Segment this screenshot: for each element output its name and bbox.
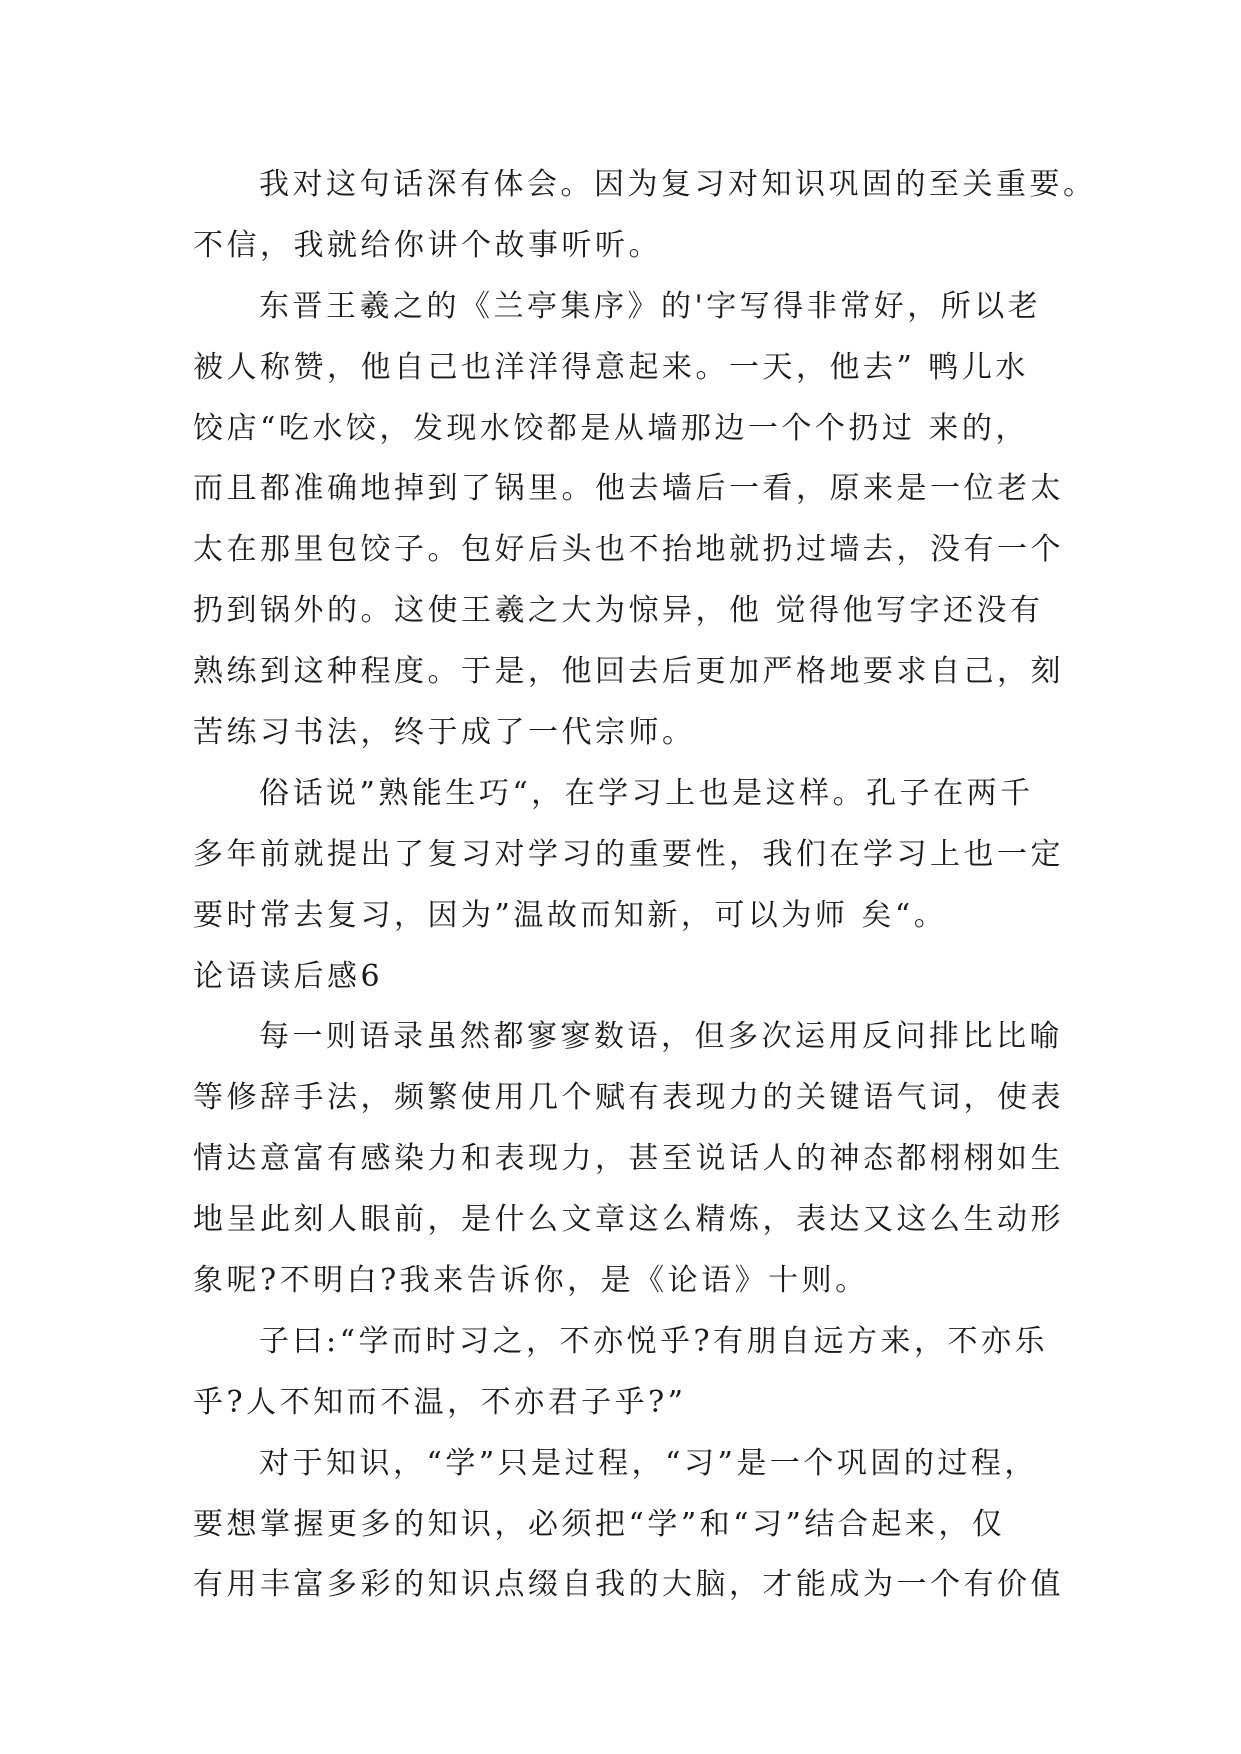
- text-line: 论语读后感6: [193, 958, 384, 994]
- text-line: 对于知识，“学”只是过程，“习”是一个巩固的过程，: [259, 1445, 1038, 1481]
- text-line: 等修辞手法，频繁使用几个赋有表现力的关键语气词，使表: [193, 1080, 1064, 1116]
- text-line: 多年前就提出了复习对学习的重要性，我们在学习上也一定: [193, 836, 1064, 872]
- text-line: 乎?人不知而不温，不亦君子乎?”: [193, 1384, 687, 1420]
- text-line: 要想掌握更多的知识，必须把“学”和“习”结合起来，仅: [193, 1506, 1006, 1542]
- text-line: 苦练习书法，终于成了一代宗师。: [193, 715, 696, 751]
- text-line: 被人称赞，他自己也洋洋得意起来。一天，他去” 鸭儿水: [193, 349, 1029, 385]
- text-line: 每一则语录虽然都寥寥数语，但多次运用反问排比比喻: [259, 1019, 1063, 1055]
- text-line: 而且都准确地掉到了锅里。他去墙后一看，原来是一位老太: [193, 471, 1064, 507]
- text-line: 要时常去复习，因为”温故而知新，可以为师 矣“。: [193, 897, 948, 933]
- text-line: 饺店“吃水饺，发现水饺都是从墙那边一个个扔过 来的，: [193, 410, 1029, 446]
- text-line: 熟练到这种程度。于是，他回去后更加严格地要求自己，刻: [193, 654, 1064, 690]
- text-line: 地呈此刻人眼前，是什么文章这么精炼，表达又这么生动形: [193, 1202, 1064, 1238]
- text-line: 俗话说”熟能生巧“，在学习上也是这样。孔子在两千: [259, 775, 1034, 811]
- document-body: [193, 155, 1097, 1616]
- text-line: 不信，我就给你讲个故事听听。: [193, 227, 662, 263]
- text-line: 情达意富有感染力和表现力，甚至说话人的神态都栩栩如生: [193, 1141, 1064, 1177]
- text-line: 太在那里包饺子。包好后头也不抬地就扔过墙去，没有一个: [193, 532, 1064, 568]
- text-line: 有用丰富多彩的知识点缀自我的大脑，才能成为一个有价值: [193, 1567, 1064, 1603]
- text-line: 子曰:“学而时习之，不亦悦乎?有朋自远方来，不亦乐: [259, 1323, 1049, 1359]
- text-line: 东晋王羲之的《兰亭集序》的'字写得非常好，所以老: [259, 288, 1042, 324]
- text-line: 象呢?不明白?我来告诉你，是《论语》十则。: [193, 1263, 869, 1299]
- text-line: 扔到锅外的。这使王羲之大为惊异，他 觉得他写字还没有: [193, 593, 1044, 629]
- text-line: 我对这句话深有体会。因为复习对知识巩固的至关重要。: [259, 167, 1097, 202]
